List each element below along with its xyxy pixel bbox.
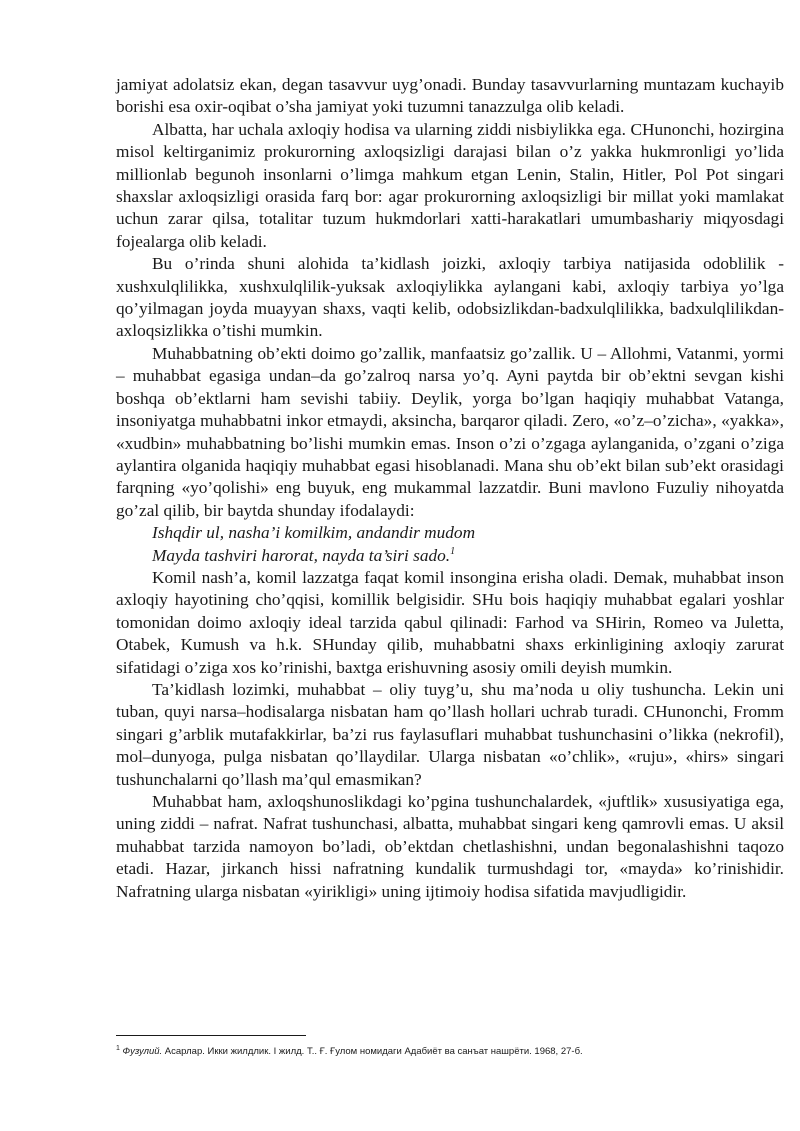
footnote-author: Фузулий. — [122, 1046, 163, 1057]
paragraph: Bu o’rinda shuni alohida ta’kidlash joizki, axloqiy tarbiya natijasida odoblilik - xushxulqlilikka, xushxulqlilik-yuksak axloqiylikka aylangani kabi, axloqiy tarbiya yo’lga qo’yilmagan joyda muayyan shaxs, vaqti kelib, odobsizlikdan-badxulqlilikka, badxulqlilikdan-axloqsizlikka o’tishi mumkin. — [116, 254, 784, 341]
verse-line-2 — [116, 545, 784, 567]
paragraph: Ta’kidlash lozimki, muhabbat – oliy tuyg’u, shu ma’noda u oliy tushuncha. Lekin uni tuban, quyi narsa–hodisalarga nisbatan ham qo’llash hollari uchrab turadi. CHunonchi, Fromm singari g’arblik mutafakkirlar, ba’zi rus faylasuflari muhabbat tushunchasini o’likka (nekrofil), mol–dunyoga, pulga nisbatan qo’llaydilar. Ularga nisbatan «o’chlik», «ruju», «hirs» singari tushunchalarni qo’llash ma’qul emasmikan? — [116, 679, 784, 789]
footnote-mark: 1 — [116, 1044, 120, 1052]
verse-line-1: Ishqdir ul, nasha’i komilkim, andandir mudom — [152, 523, 476, 543]
paragraph: Muhabbat ham, axloqshunoslikdagi ko’pgina tushunchalardek, «juftlik» xususiyatiga ega, uning ziddi – nafrat. Nafrat tushunchasi, albatta, muhabbat singari keng qamrovli emas. U aksil muhabbat tarzida namoyon bo’ladi, ob’ektdan chetlashishni, undan begonalashishni taqozo etadi. Hazar, jirkanch hissi nafratning kundalik turmushdagi tor, «mayda» ko’rinishidir. Nafratning ularga nisbatan «yirikligi» uning ijtimoiy hodisa sifatida mavjudligidir. — [116, 792, 784, 901]
page-body — [116, 74, 784, 903]
footnote — [116, 1046, 784, 1058]
footnote-separator — [116, 1035, 306, 1036]
paragraph: Komil nash’a, komil lazzatga faqat komil insongina erisha oladi. Demak, muhabbat inson axloqiy hayotining cho’qqisi, komillik belgisidir. SHu bois haqiqiy muhabbat egalari yoshlar tomonidan doimo axloqiy ideal tarzida qabul qilinadi: Farhod va SHirin, Romeo va Juletta, Otabek, Kumush va h.k. SHunday qilib, muhabbatni shaxs erkinligining axloqiy zarurat sifatidagi o’ziga xos ko’rinishi, baxtga erishuvning asosiy omili deyish mumkin. — [116, 567, 784, 677]
verse-line-2-text: Mayda tashviri harorat, nayda ta’siri sado. — [152, 545, 451, 565]
paragraph: Albatta, har uchala axloqiy hodisa va ularning ziddi nisbiylikka ega. CHunonchi, hozirgina misol keltirganimiz prokurorning axloqsizligi darajasi bilan o’z yakka hukmronligi yo’lida millionlab begunoh insonlarni o’limga mahkum etgan Lenin, Stalin, Hitler, Pol Pot singari shaxslar axloqsizligi orasida farq bor: agar prokurorning axloqsizligi bir millat yoki mamlakat uchun zarar qilsa, totalitar tuzum hukmdorlari xatti-harakatlari umumbashariy miqyosdagi fojealarga olib keladi. — [116, 119, 784, 251]
paragraph: Muhabbatning ob’ekti doimo go’zallik, manfaatsiz go’zallik. U – Allohmi, Vatanmi, yormi – muhabbat egasiga undan–da go’zalroq narsa yo’q. Ayni paytda bir ob’ektni sevgan kishi boshqa ob’ektlarni ham sevishi tabiiy. Deylik, yorga bo’lgan haqiqiy muhabbat Vatanga, insoniyatga muhabbatni inkor etmaydi, aksincha, barqaror qiladi. Zero, «o’z–o’zicha», «yakka», «xudbin» muhabbatning bo’lishi mumkin emas. Inson o’zi o’zgaga aylanganida, o’zgani o’ziga aylantira olganida haqiqiy muhabbat egasi hisoblanadi. Mana shu ob’ekt bilan sub’ekt orasidagi farqning «yo’qolishi» eng buyuk, eng mukammal lazzatdir. Buni mavlono Fuzuliy nihoyatda go’zal qilib, bir baytda shunday ifodalaydi: — [116, 343, 784, 520]
footnote-reference[interactable]: 1 — [450, 545, 456, 557]
footnote-text: Асарлар. Икки жилдлик. I жилд. Т.. Ғ. Ғулом номидаги Адабиёт ва санъат нашрёти. 1968, 27-б. — [162, 1046, 583, 1057]
paragraph-continuation: jamiyat adolatsiz ekan, degan tasavvur uyg’onadi. Bunday tasavvurlarning muntazam kuchayib borishi esa oxir-oqibat o’sha jamiyat yoki tuzumni tanazzulga olib keladi. — [116, 75, 784, 117]
